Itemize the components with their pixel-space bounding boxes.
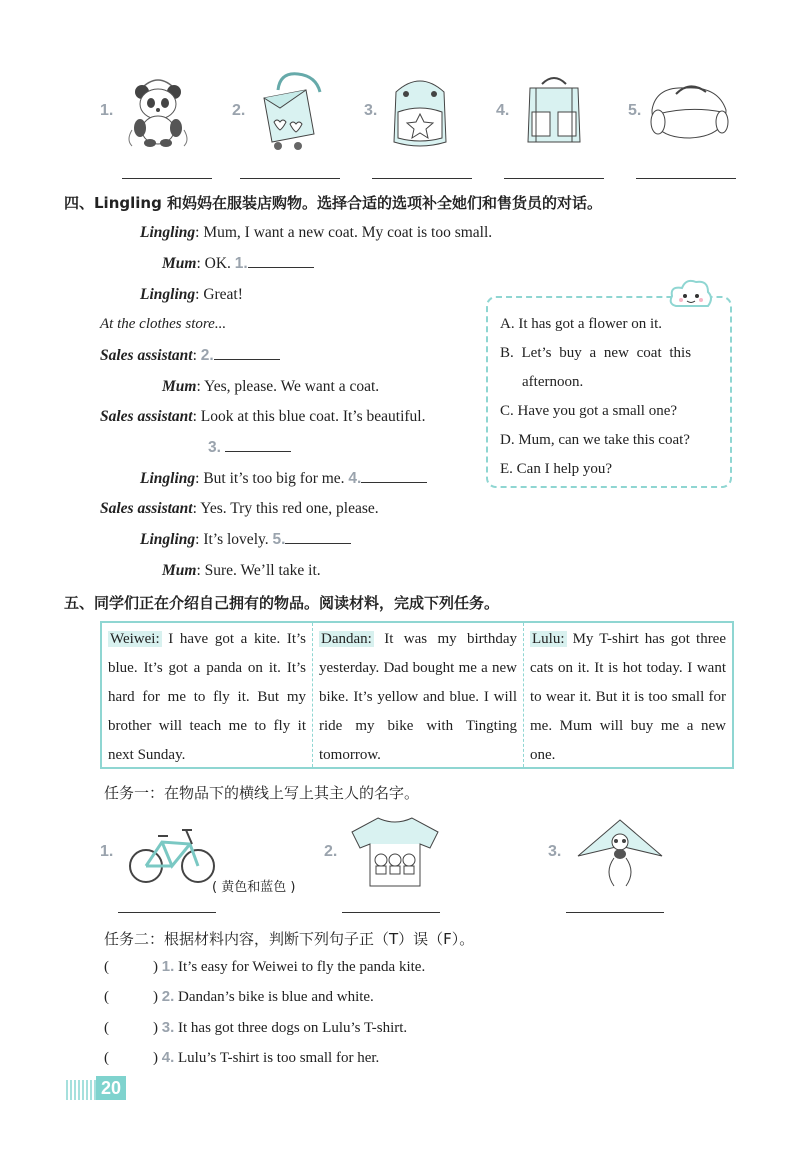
speaker: Mum: [162, 255, 197, 272]
speaker: Mum: [162, 378, 197, 395]
section5-title: 五、同学们正在介绍自己拥有的物品。阅读材料，完成下列任务。: [64, 594, 500, 612]
reading-cell-lulu: [524, 623, 732, 767]
dialogue-line: [162, 255, 314, 273]
answer-line[interactable]: [504, 178, 604, 179]
tf-statement: [104, 988, 374, 1006]
dialogue-line: [100, 408, 426, 426]
line-text: : It’s lovely.: [195, 531, 269, 548]
school-backpack-icon: [514, 70, 594, 150]
blank-number: 1.: [234, 255, 248, 272]
close-paren: ): [153, 1020, 158, 1036]
reading-text: My T-shirt has got three cats on it. It is hot today. I want to wear it. But it is too small for me. Mum will buy me a new one.: [530, 631, 726, 763]
dialogue-line: [140, 224, 492, 242]
close-paren: ): [153, 989, 158, 1005]
option-c: C. Have you got a small one?: [500, 403, 678, 419]
dialogue-line: [140, 531, 351, 549]
answer-line[interactable]: [122, 178, 212, 179]
statement-text: It’s easy for Weiwei to fly the panda kite.: [178, 959, 426, 975]
answer-blank[interactable]: [248, 267, 314, 268]
speaker: Lingling: [140, 286, 196, 303]
task1-title: 任务一：在物品下的横线上写上其主人的名字。: [104, 784, 420, 802]
answer-line[interactable]: [342, 912, 440, 913]
statement-text: Lulu’s T-shirt is too small for her.: [178, 1050, 380, 1066]
speaker: Sales assistant: [100, 347, 193, 364]
line-text: : Mum, I want a new coat. My coat is too small.: [195, 224, 493, 241]
answer-line[interactable]: [372, 178, 472, 179]
answer-blank[interactable]: [285, 543, 351, 544]
bag-number: 3.: [364, 102, 378, 119]
reading-text: I have got a kite. It’s blue. It’s got a panda on it. It’s hard for me to fly it. But my brother will teach me to fly it next Sunday.: [108, 631, 306, 763]
statement-text: It has got three dogs on Lulu’s T-shirt.: [178, 1020, 408, 1036]
reading-table: [100, 621, 734, 769]
kite-icon: [574, 816, 666, 890]
tf-statement: [104, 958, 425, 976]
option-b-cont: afternoon.: [522, 374, 584, 390]
answer-line[interactable]: [636, 178, 736, 179]
item-number: 1.: [100, 843, 114, 860]
bike-icon: [126, 822, 218, 888]
panda-bag-icon: [118, 70, 198, 150]
item-number: 2.: [324, 843, 338, 860]
statement-number: 1.: [161, 958, 175, 975]
dialogue-line: [140, 286, 243, 304]
speaker: Mum: [162, 562, 197, 579]
option-e: E. Can I help you?: [500, 461, 613, 477]
blank-number: 4.: [348, 470, 362, 487]
line-text: : Great!: [195, 286, 243, 303]
line-text: : Yes, please. We want a coat.: [196, 378, 380, 395]
section4-title: 四、Lingling 和妈妈在服装店购物。选择合适的选项补全她们和售货员的对话。: [64, 194, 603, 212]
statement-text: Dandan’s bike is blue and white.: [178, 989, 374, 1005]
speaker: Sales assistant: [100, 408, 193, 425]
bag-number: 1.: [100, 102, 114, 119]
answer-blank[interactable]: [214, 359, 280, 360]
statement-number: 3.: [161, 1019, 175, 1036]
answer-line[interactable]: [240, 178, 340, 179]
close-paren: ): [153, 1050, 158, 1066]
answer-line[interactable]: [118, 912, 216, 913]
line-text: : OK.: [196, 255, 231, 272]
dialogue-line: [162, 378, 379, 396]
blank-number: 5.: [272, 531, 286, 548]
line-text: : Look at this blue coat. It’s beautiful.: [192, 408, 426, 425]
open-paren: (: [104, 989, 109, 1005]
dialogue-line: [140, 470, 427, 488]
reading-text: It was my birthday yesterday. Dad bought me a new bike. It’s yellow and blue. I will ride my bike with Tingting tomorrow.: [319, 631, 517, 763]
speaker: Lingling: [140, 224, 196, 241]
reading-cell-dandan: [313, 623, 524, 767]
bag-number: 2.: [232, 102, 246, 119]
answer-blank[interactable]: [361, 482, 427, 483]
line-text: : But it’s too big for me.: [195, 470, 345, 487]
dialogue-line: [100, 347, 280, 365]
statement-number: 2.: [161, 988, 175, 1005]
bag-number: 5.: [628, 102, 642, 119]
blank-number: 3.: [208, 439, 221, 456]
bag-number: 4.: [496, 102, 510, 119]
speaker: Lingling: [140, 470, 196, 487]
page-number-badge: [66, 1076, 126, 1100]
owner-name: Lulu:: [532, 631, 565, 647]
cloud-icon: [668, 278, 714, 312]
close-paren: ): [153, 959, 158, 975]
blank-number: 2.: [200, 347, 214, 364]
dialogue-line: [100, 500, 379, 518]
task2-title: 任务二：根据材料内容，判断下列句子正（T）误（F）。: [104, 930, 475, 948]
open-paren: (: [104, 959, 109, 975]
option-d: D. Mum, can we take this coat?: [500, 432, 690, 448]
heart-bag-icon: [250, 68, 330, 152]
t-shirt-icon: [350, 814, 440, 890]
answer-blank[interactable]: [225, 451, 291, 452]
speaker: Sales assistant: [100, 500, 193, 517]
option-a: A. It has got a flower on it.: [500, 316, 663, 332]
star-backpack-icon: [380, 72, 460, 152]
line-text: : Yes. Try this red one, please.: [192, 500, 379, 517]
dialogue-line: [162, 562, 321, 580]
open-paren: (: [104, 1020, 109, 1036]
reading-cell-weiwei: [102, 623, 313, 767]
option-b: B. Let’s buy a new coat this: [500, 345, 692, 361]
answer-line[interactable]: [566, 912, 664, 913]
open-paren: (: [104, 1050, 109, 1066]
dialogue-scene: [100, 316, 226, 333]
dialogue-line: [208, 439, 291, 457]
speaker: Lingling: [140, 531, 196, 548]
owner-name: Dandan:: [321, 631, 372, 647]
scene-text: At the clothes store...: [100, 316, 227, 332]
item-number: 3.: [548, 843, 562, 860]
tf-statement: [104, 1049, 379, 1067]
options-box: [486, 296, 732, 488]
line-text: : Sure. We’ll take it.: [196, 562, 321, 579]
page-number: 20: [96, 1076, 126, 1100]
owner-name: Weiwei:: [110, 631, 160, 647]
item-note: ( 黄色和蓝色 ): [212, 880, 296, 895]
statement-number: 4.: [161, 1049, 175, 1066]
line-text: :: [192, 347, 197, 364]
tf-statement: [104, 1019, 407, 1037]
decorative-stripes: [66, 1080, 100, 1100]
duffel-bag-icon: [646, 80, 732, 144]
